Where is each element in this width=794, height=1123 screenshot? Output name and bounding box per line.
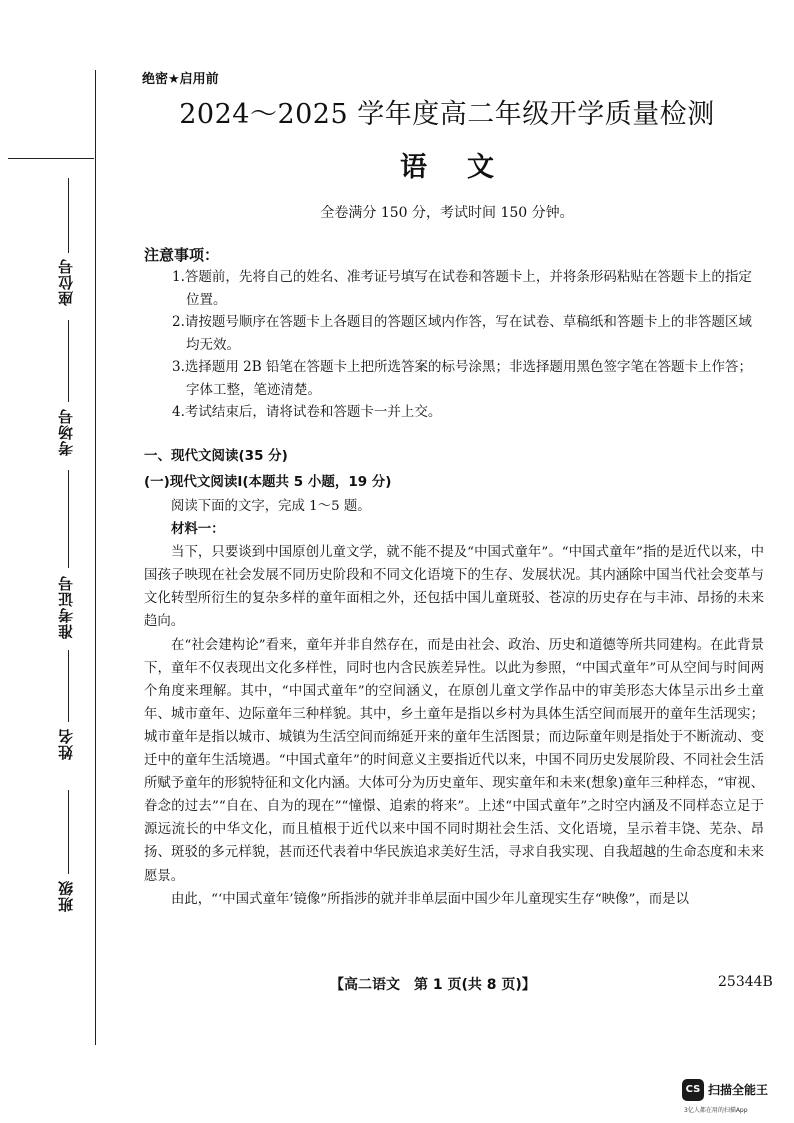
confidential-mark: 绝密★启用前 <box>142 72 219 87</box>
reading-passage <box>144 495 764 911</box>
notice-item: 1.答题前，先将自己的姓名、准考证号填写在试卷和答题卡上，并将条形码粘贴在答题卡上的指定位置。 <box>172 269 752 308</box>
watermark-name: 扫描全能王 <box>708 1083 769 1097</box>
notice-item: 2.请按题号顺序在答题卡上各题目的答题区域内作答，写在试卷、草稿纸和答题卡上的非答题区域均无效。 <box>172 314 752 353</box>
instruction: 阅读下面的文字，完成 1～5 题。 <box>171 499 371 514</box>
class-label: 班级 <box>57 880 75 912</box>
binding-margin <box>0 0 100 1123</box>
material-label: 材料一： <box>171 522 225 538</box>
admission-number-blank <box>68 470 69 568</box>
scanner-watermark <box>682 1079 782 1117</box>
margin-vertical-line <box>95 70 96 1045</box>
notice-heading: 注意事项： <box>144 246 220 264</box>
score-time-note: 全卷满分 150 分，考试时间 150 分钟。 <box>320 205 574 221</box>
paragraph: 当下，只要谈到中国原创儿童文学，就不能不提及“中国式童年”。“中国式童年”指的是近代以来，中国孩子映现在社会发展不同历史阶段和不同文化语境下的生存、发展状况。其内涵除中国当代社会变革与文化转型所衍生的复杂多样的童年面相之外，还包括中国儿童斑驳、苍凉的历史存在与丰沛、昂扬的未来趋向。 <box>144 545 764 630</box>
subject-title: 语文 <box>400 152 534 183</box>
subsection-title: (一)现代文阅读Ⅰ(本题共 5 小题，19 分) <box>144 474 392 490</box>
class-blank <box>68 790 69 874</box>
notice-item: 4.考试结束后，请将试卷和答题卡一并上交。 <box>172 404 442 420</box>
seat-number-blank <box>68 178 69 253</box>
admission-number-label: 准考证号 <box>57 575 75 639</box>
section-title: 一、现代文阅读(35 分) <box>144 448 288 464</box>
notice-item: 3.选择题用 2B 铅笔在答题卡上把所选答案的标号涂黑；非选择题用黑色签字笔在答题卡上作答；字体工整，笔迹清楚。 <box>172 359 752 398</box>
paragraph: 由此，“‘中国式童年’镜像”所指涉的就并非单层面中国少年儿童现实生存“映像”，而是以 <box>171 891 689 907</box>
margin-top-rule <box>8 158 94 159</box>
notice-list <box>172 266 757 424</box>
watermark-tagline: 3亿人都在用的扫描App <box>684 1107 748 1114</box>
exam-room-label: 考场号 <box>57 408 75 456</box>
exam-room-blank <box>68 320 69 402</box>
page-footer: 【高二语文 第 1 页(共 8 页)】 <box>330 977 536 993</box>
paper-code: 25344B <box>718 974 773 990</box>
seat-number-label: 座位号 <box>57 258 75 306</box>
camscanner-logo-icon: CS <box>682 1079 704 1101</box>
exam-title: 2024～2025 学年度高二年级开学质量检测 <box>179 99 715 130</box>
name-label: 姓名 <box>57 728 75 760</box>
name-blank <box>68 650 69 722</box>
paragraph: 在“社会建构论”看来，童年并非自然存在，而是由社会、政治、历史和道德等所共同建构。在此背景下，童年不仅表现出文化多样性，同时也内含民族差异性。以此为参照，“中国式童年”可从空间与时间两个角度来理解。其中，“中国式童年”的空间涵义，在原创儿童文学作品中的审美形态大体呈示出乡土童年、城市童年、边际童年三种样貌。其中，乡土童年是指以乡村为具体生活空间而展开的童年生活现实；城市童年是指以城市、城镇为生活空间而绵延开来的童年生活图景；而边际童年则是指处于不断流动、变迁中的童年生活境遇。“中国式童年”的时间意义主要指近代以来，中国不同历史发展阶段、不同社会生活所赋予童年的形貌特征和文化内涵。大体可分为历史童年、现实童年和未来(想象)童年三种样态，“审视、眷念的过去”“自在、自为的现在”“憧憬、追索的将来”。上述“中国式童年”之时空内涵及不同样态立足于源远流长的中华文化，而且植根于近代以来中国不同时期社会生活、文化语境，呈示着丰饶、芜杂、昂扬、斑驳的多元样貌，甚而还代表着中华民族追求美好生活，寻求自我实现、自我超越的生命态度和未来愿景。 <box>144 637 764 884</box>
